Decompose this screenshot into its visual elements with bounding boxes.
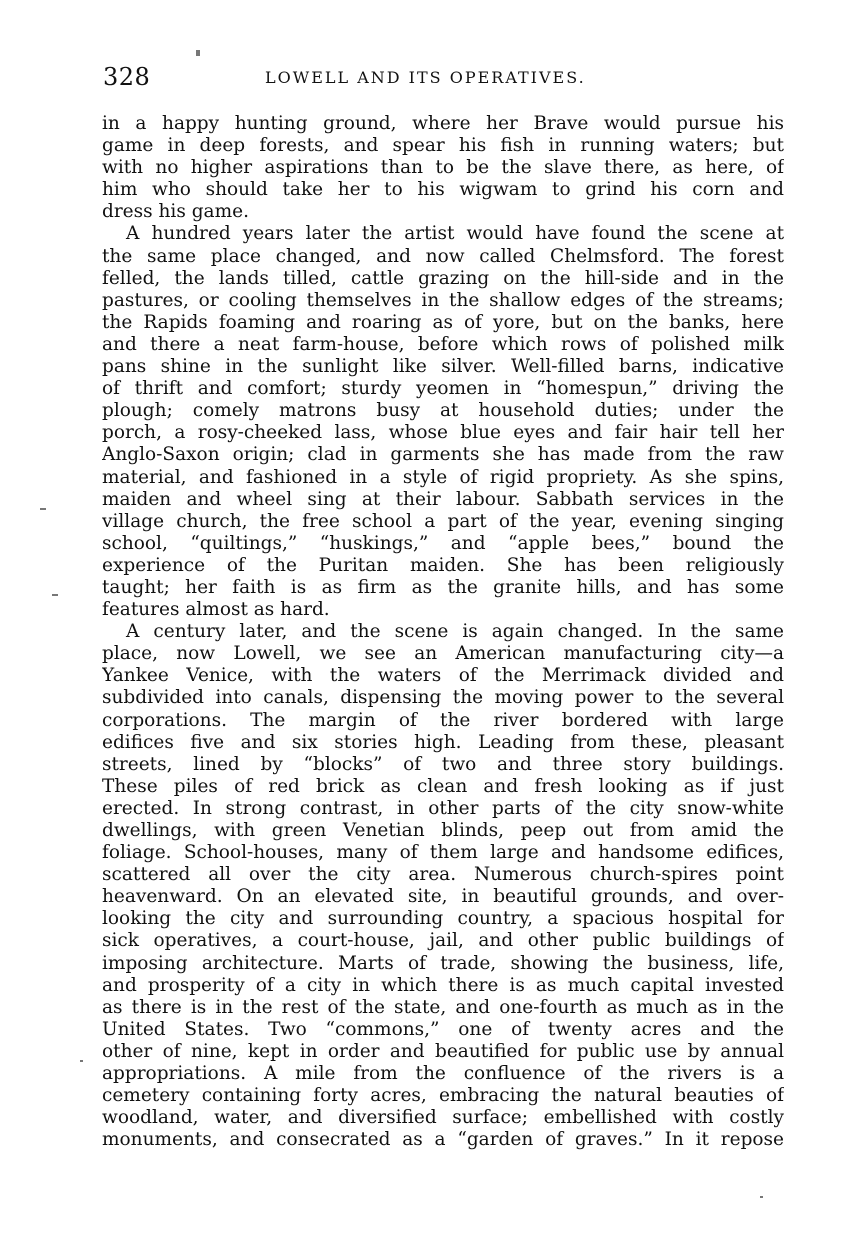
text-line: streets, lined by “blocks” of two and three story buildings.	[102, 753, 784, 775]
text-line: taught; her faith is as firm as the granite hills, and has some	[102, 576, 784, 598]
text-line: the Rapids foaming and roaring as of yore, but on the banks, here	[102, 311, 784, 333]
page-number: 328	[103, 63, 151, 91]
text-line: of thrift and comfort; sturdy yeomen in “homespun,” driving the	[102, 378, 784, 400]
body-text	[102, 113, 784, 1151]
text-line: features almost as hard.	[102, 599, 330, 621]
text-line: dress his game.	[102, 201, 249, 223]
text-line: erected. In strong contrast, in other parts of the city snow-white	[102, 797, 784, 819]
scan-speck	[52, 594, 58, 596]
text-line: appropriations. A mile from the confluence of the rivers is a	[102, 1063, 784, 1085]
text-line: felled, the lands tilled, cattle grazing on the hill-side and in the	[102, 267, 784, 289]
text-line: looking the city and surrounding country, a spacious hospital for	[102, 908, 784, 930]
text-line: cemetery containing forty acres, embracing the natural beauties of	[102, 1085, 784, 1107]
text-line: plough; comely matrons busy at household duties; under the	[102, 400, 784, 422]
text-line: dwellings, with green Venetian blinds, peep out from amid the	[102, 820, 784, 841]
text-line: other of nine, kept in order and beautified for public use by annual	[102, 1040, 784, 1062]
text-line: edifices five and six stories high. Leading from these, pleasant	[102, 731, 784, 753]
text-line: porch, a rosy-cheeked lass, whose blue eyes and fair hair tell her	[102, 422, 784, 444]
text-line: pans shine in the sunlight like silver. Well-filled barns, indicative	[102, 356, 784, 378]
scan-speck	[760, 1196, 763, 1198]
text-line: maiden and wheel sing at their labour. Sabbath services in the	[102, 488, 784, 510]
page-header	[103, 62, 783, 94]
text-line: Anglo-Saxon origin; clad in garments she has made from the raw	[102, 444, 784, 466]
text-line: place, now Lowell, we see an American manufacturing city—a	[102, 643, 784, 665]
text-line: imposing architecture. Marts of trade, showing the business, life,	[102, 952, 784, 974]
text-line: experience of the Puritan maiden. She has been religiously	[102, 554, 784, 576]
text-line: Yankee Venice, with the waters of the Merrimack divided and	[102, 665, 784, 687]
text-line: corporations. The margin of the river bordered with large	[102, 709, 784, 731]
text-line: material, and fashioned in a style of rigid propriety. As she spins,	[102, 466, 784, 488]
text-line: and prosperity of a city in which there is as much capital invested	[102, 974, 784, 996]
text-line: foliage. School-houses, many of them large and handsome edifices,	[102, 842, 784, 864]
text-line: school, “quiltings,” “huskings,” and “apple bees,” bound the	[102, 532, 784, 554]
text-line: the same place changed, and now called Chelmsford. The forest	[102, 245, 784, 267]
scan-speck	[80, 1060, 83, 1062]
running-title: LOWELL AND ITS OPERATIVES.	[265, 68, 586, 87]
text-line: United States. Two “commons,” one of twenty acres and the	[102, 1018, 784, 1040]
scan-speck	[196, 50, 200, 56]
text-line: heavenward. On an elevated site, in beautiful grounds, and over-	[102, 886, 784, 908]
text-line: game in deep forests, and spear his fish in running waters; but	[102, 135, 784, 157]
text-line: monuments, and consecrated as a “garden of graves.” In it repose	[102, 1129, 784, 1151]
text-line: sick operatives, a court-house, jail, and other public buildings of	[102, 930, 784, 952]
text-line: in a happy hunting ground, where her Brave would pursue his	[102, 113, 784, 134]
text-line: him who should take her to his wigwam to grind his corn and	[102, 179, 784, 201]
text-line: and there a neat farm-house, before which rows of polished milk	[102, 333, 784, 355]
text-line: subdivided into canals, dispensing the moving power to the several	[102, 687, 784, 709]
text-line: as there is in the rest of the state, and one-fourth as much as in the	[102, 996, 784, 1018]
text-line: pastures, or cooling themselves in the shallow edges of the streams;	[102, 289, 784, 311]
text-line: village church, the free school a part of the year, evening singing	[102, 510, 784, 532]
text-line: with no higher aspirations than to be the slave there, as here, of	[102, 157, 784, 179]
text-line: A century later, and the scene is again changed. In the same	[126, 621, 784, 643]
text-line: A hundred years later the artist would have found the scene at	[126, 223, 784, 245]
scan-speck	[40, 508, 46, 510]
text-line: These piles of red brick as clean and fresh looking as if just	[102, 775, 784, 797]
text-line: scattered all over the city area. Numerous church-spires point	[102, 864, 784, 886]
text-line: woodland, water, and diversified surface; embellished with costly	[102, 1107, 784, 1129]
